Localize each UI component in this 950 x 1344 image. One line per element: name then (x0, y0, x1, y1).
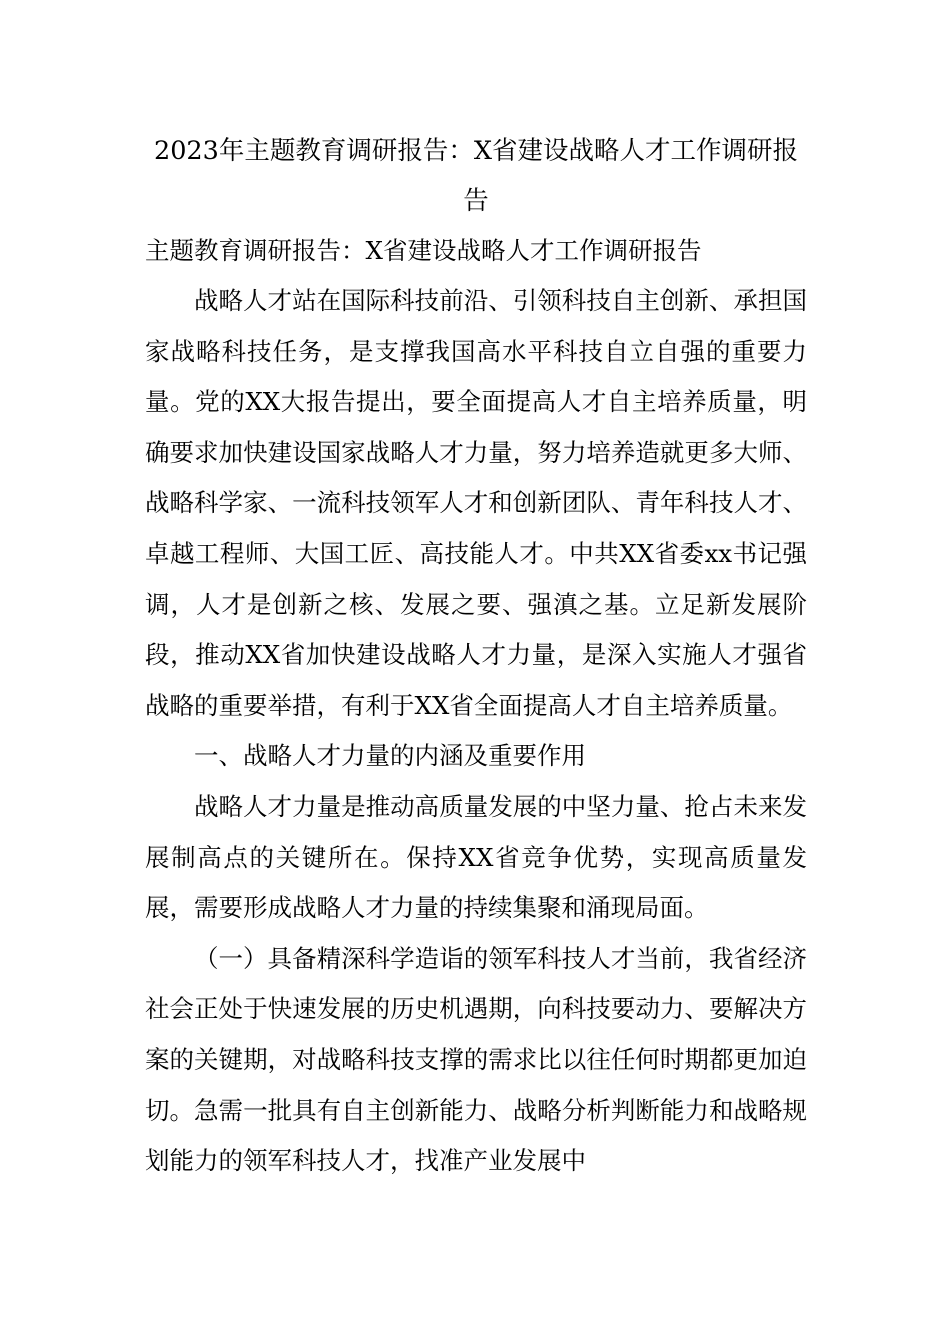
section-1-paragraph: 战略人才力量是推动高质量发展的中坚力量、抢占未来发展制高点的关键所在。保持XX省竞争优势，实现高质量发展，需要形成战略人才力量的持续集聚和涌现局面。 (145, 791, 807, 923)
subsection-1-paragraph: （一）具备精深科学造诣的领军科技人才当前，我省经济社会正处于快速发展的历史机遇期，向科技要动力、要解决方案的关键期，对战略科技支撑的需求比以往任何时期都更加迫切。急需一批具有自主创新能力、战略分析判断能力和战略规划能力的领军科技人才，找准产业发展中 (145, 943, 807, 1176)
document-subtitle: 主题教育调研报告：X省建设战略人才工作调研报告 (145, 236, 702, 265)
document-body (145, 126, 807, 1187)
section-heading-1: 一、战略人才力量的内涵及重要作用 (194, 741, 586, 771)
document-title: 2023年主题教育调研报告：X省建设战略人才工作调研报告 (153, 136, 799, 216)
intro-paragraph: 战略人才站在国际科技前沿、引领科技自主创新、承担国家战略科技任务，是支撑我国高水平科技自立自强的重要力量。党的XX大报告提出，要全面提高人才自主培养质量，明确要求加快建设国家战略人才力量，努力培养造就更多大师、战略科学家、一流科技领军人才和创新团队、青年科技人才、卓越工程师、大国工匠、高技能人才。中共XX省委xx书记强调，人才是创新之核、发展之要、强滇之基。立足新发展阶段，推动XX省加快建设战略人才力量，是深入实施人才强省战略的重要举措，有利于XX省全面提高人才自主培养质量。 (145, 286, 807, 720)
